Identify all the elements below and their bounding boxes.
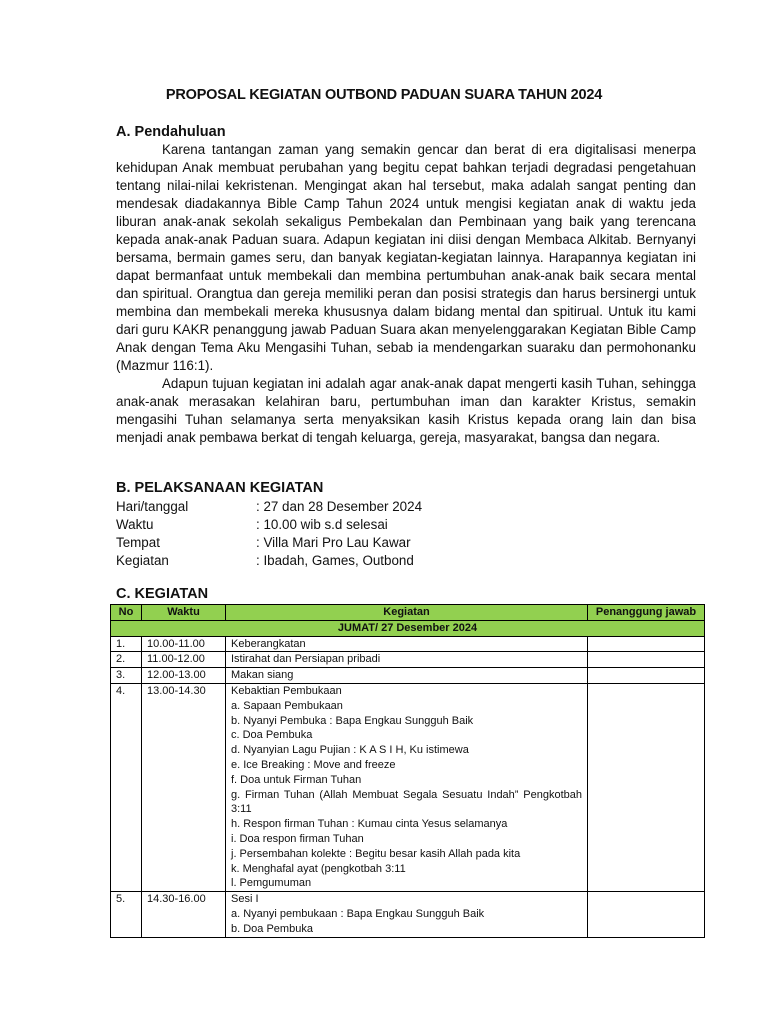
activity-item: d. Nyanyian Lagu Pujian : K A S I H, Ku istimewa	[231, 744, 469, 757]
activity-item: g. Firman Tuhan (Allah Membuat Segala Sesuatu Indah” Pengkotbah 3:11	[231, 788, 582, 816]
cell-responsible	[588, 668, 705, 684]
cell-no: 5.	[111, 892, 142, 937]
section-b-heading: B. PELAKSANAAN KEGIATAN	[116, 480, 324, 496]
day-label: JUMAT/ 27 Desember 2024	[111, 620, 705, 636]
table-row	[111, 636, 705, 652]
table-header-row	[111, 605, 705, 621]
detail-row-place: Tempat : Villa Mari Pro Lau Kawar	[116, 535, 411, 550]
activity-item: k. Menghafal ayat (pengkotbah 3:11	[231, 862, 406, 875]
cell-time: 11.00-12.00	[142, 652, 226, 668]
column-header-responsible: Penanggung jawab	[588, 605, 705, 621]
section-a-heading: A. Pendahuluan	[116, 124, 226, 140]
schedule-table	[110, 604, 705, 938]
table-row	[111, 668, 705, 684]
activity-item: j. Persembahan kolekte : Begitu besar kasih Allah pada kita	[231, 847, 521, 860]
cell-activity: Istirahat dan Persiapan pribadi	[226, 652, 588, 668]
cell-time: 12.00-13.00	[142, 668, 226, 684]
document-title: PROPOSAL KEGIATAN OUTBOND PADUAN SUARA TAHUN 2024	[165, 87, 603, 103]
activity-item: a. Sapaan Pembukaan	[231, 699, 343, 712]
activity-item: b. Doa Pembuka	[231, 922, 313, 935]
detail-row-activity: Kegiatan : Ibadah, Games, Outbond	[116, 553, 414, 568]
execution-details	[116, 498, 422, 570]
column-header-activity: Kegiatan	[226, 605, 588, 621]
activity-item: e. Ice Breaking : Move and freeze	[231, 758, 396, 771]
activity-item: i. Doa respon firman Tuhan	[231, 832, 364, 845]
table-row	[111, 892, 705, 937]
cell-time: 14.30-16.00	[142, 892, 226, 937]
cell-no: 3.	[111, 668, 142, 684]
activity-title: Kebaktian Pembukaan	[231, 684, 342, 697]
cell-activity: Makan siang	[226, 668, 588, 684]
activity-item: b. Nyanyi Pembuka : Bapa Engkau Sungguh Baik	[231, 714, 474, 727]
cell-activity: Keberangkatan	[226, 636, 588, 652]
cell-activity	[226, 892, 588, 937]
schedule-body	[111, 620, 705, 937]
cell-responsible	[588, 892, 705, 937]
activity-item: f. Doa untuk Firman Tuhan	[231, 773, 362, 786]
table-row	[111, 652, 705, 668]
cell-responsible	[588, 636, 705, 652]
detail-row-time: Waktu : 10.00 wib s.d selesai	[116, 517, 388, 532]
activity-item: c. Doa Pembuka	[231, 729, 313, 742]
table-row	[111, 683, 705, 891]
day-row	[111, 620, 705, 636]
activity-item: a. Nyanyi pembukaan : Bapa Engkau Sungguh Baik	[231, 907, 485, 920]
activity-item: l. Pemgumuman	[231, 877, 312, 890]
column-header-no: No	[111, 605, 142, 621]
section-a-paragraph-1: Karena tantangan zaman yang semakin gencar dan berat di era digitalisasi menerpa kehidupan Anak membuat perubahan yang begitu cepat bahkan terjadi degradasi pengetahuan tentang nilai-nilai kekristenan. Mengingat akan hal tersebut, maka adalah sangat penting dan mendesak diadakannya Bible Camp Tahun 2024 untuk mengisi kegiatan anak di waktu jeda liburan anak-anak sekolah sekaligus Pembekalan dan Pembinaan yang baik yang terencana kepada anak-anak Paduan suara. Adapun kegiatan ini diisi dengan Membaca Alkitab. Bernyanyi bersama, bermain games seru, dan banyak kegiatan-kegiatan lainnya. Harapannya kegiatan ini dapat bermanfaat untuk membekali dan membina pertumbuhan anak-anak baik secara mental dan spiritual. Orangtua dan gereja memiliki peran dan posisi strategis dan harus bersinergi untuk membina dan membekali mereka khususnya dalam bidang mental dan spitirual. Untuk itu kami dari guru KAKR penanggung jawab Paduan Suara akan menyelenggarakan Kegiatan Bible Camp Anak dengan Tema Aku Mengasihi Tuhan, sebab ia mendengarkan suaraku dan permohonanku (Mazmur 116:1).	[116, 142, 696, 373]
cell-time: 10.00-11.00	[142, 636, 226, 652]
cell-no: 4.	[111, 683, 142, 891]
activity-item: h. Respon firman Tuhan : Kumau cinta Yesus selamanya	[231, 818, 508, 831]
cell-responsible	[588, 652, 705, 668]
cell-no: 2.	[111, 652, 142, 668]
cell-responsible	[588, 683, 705, 891]
detail-row-date: Hari/tanggal : 27 dan 28 Desember 2024	[116, 499, 423, 514]
activity-title: Sesi I	[231, 893, 259, 906]
column-header-time: Waktu	[142, 605, 226, 621]
section-c-heading: C. KEGIATAN	[116, 586, 209, 602]
cell-no: 1.	[111, 636, 142, 652]
cell-activity	[226, 683, 588, 891]
cell-time: 13.00-14.30	[142, 683, 226, 891]
section-a-paragraph-2: Adapun tujuan kegiatan ini adalah agar anak-anak dapat mengerti kasih Tuhan, sehingga anak-anak merasakan kelahiran baru, pertumbuhan iman dan karakter Kristus, semakin mengasihi Tuhan selamanya serta menyaksikan kasih Kristus kepada orang lain dan bisa menjadi anak pembawa berkat di tengah keluarga, gereja, masyarakat, bangsa dan negara.	[116, 376, 696, 445]
